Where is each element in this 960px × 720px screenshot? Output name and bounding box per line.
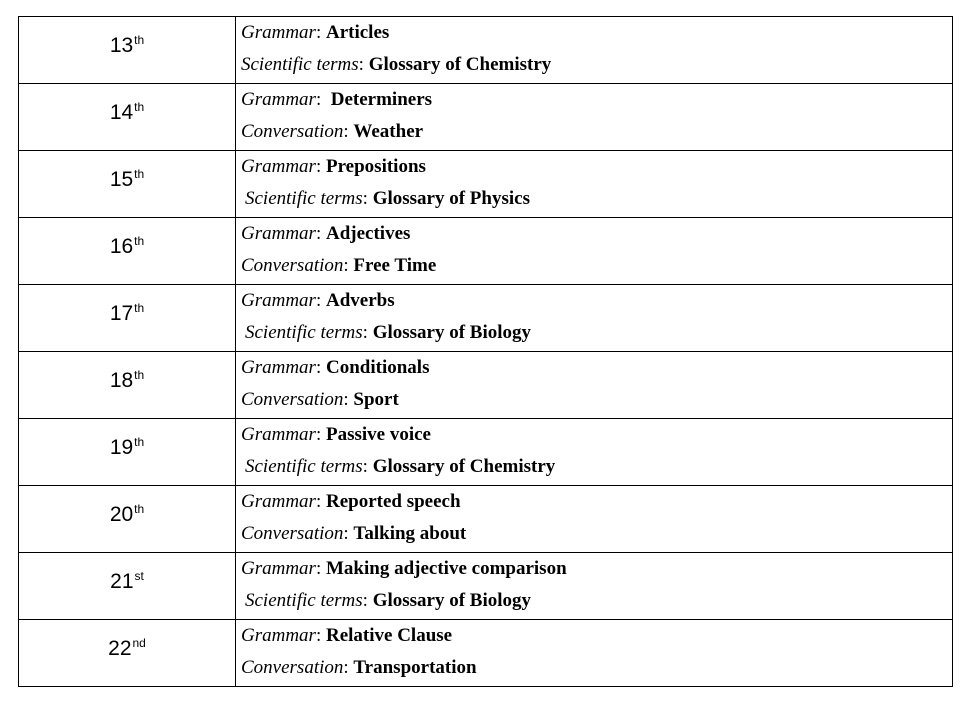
secondary-line: Scientific terms: Glossary of Physics: [245, 188, 530, 209]
topic-value: Glossary of Physics: [372, 188, 530, 209]
week-number: 18: [109, 368, 134, 392]
secondary-line: Scientific terms: Glossary of Biology: [245, 590, 532, 611]
topic-value: Glossary of Chemistry: [368, 54, 552, 75]
week-number-cell: [19, 553, 236, 620]
table-row: [19, 84, 953, 151]
syllabus-table: [18, 16, 953, 687]
table-row: [19, 151, 953, 218]
topic-label: Conversation: [241, 255, 344, 276]
table-row: [19, 285, 953, 352]
topic-value: Prepositions: [325, 156, 426, 177]
week-number-cell: [19, 84, 236, 151]
table-row: [19, 17, 953, 84]
topic-label: Grammar: [241, 625, 316, 646]
topic-value: Talking about: [353, 523, 467, 544]
secondary-line: Conversation: Talking about: [241, 523, 467, 544]
week-number-cell: [19, 419, 236, 486]
topic-label: Grammar: [241, 491, 316, 512]
secondary-line: Scientific terms: Glossary of Chemistry: [241, 54, 552, 75]
secondary-line: Conversation: Sport: [241, 389, 399, 410]
week-ordinal-suffix: th: [134, 233, 145, 248]
topic-label: Grammar: [241, 558, 316, 579]
week-ordinal-suffix: th: [134, 99, 145, 114]
table-row: [19, 620, 953, 687]
topic-label: Conversation: [241, 389, 344, 410]
topic-value: Determiners: [330, 89, 433, 110]
table-row: [19, 218, 953, 285]
week-number-cell: [19, 151, 236, 218]
grammar-line: Grammar: Conditionals: [241, 357, 430, 378]
topic-value: Passive voice: [325, 424, 431, 445]
topic-value: Glossary of Biology: [372, 322, 532, 343]
topic-label: Grammar: [241, 89, 316, 110]
topic-label: Grammar: [241, 357, 316, 378]
topic-label: Grammar: [241, 424, 316, 445]
secondary-line: Scientific terms: Glossary of Biology: [245, 322, 532, 343]
week-ordinal-suffix: th: [134, 166, 145, 181]
topics-cell: [236, 352, 953, 419]
topic-label: Conversation: [241, 121, 344, 142]
week-ordinal-suffix: th: [134, 32, 145, 47]
grammar-line: Grammar: Relative Clause: [241, 625, 453, 646]
week-number: 20: [109, 502, 134, 526]
topics-cell: [236, 84, 953, 151]
week-number: 15: [109, 167, 134, 191]
topic-label: Grammar: [241, 156, 316, 177]
week-number: 17: [109, 301, 134, 325]
topic-value: Glossary of Biology: [372, 590, 532, 611]
grammar-line: Grammar: Making adjective comparison: [241, 558, 567, 579]
grammar-line: Grammar: Determiners: [241, 89, 433, 110]
week-ordinal-suffix: th: [134, 501, 145, 516]
topic-value: Reported speech: [325, 491, 461, 512]
topic-value: Adjectives: [325, 223, 411, 244]
week-ordinal-suffix: st: [134, 568, 144, 583]
topics-cell: [236, 553, 953, 620]
topic-label: Grammar: [241, 22, 316, 43]
week-number-cell: [19, 486, 236, 553]
week-number: 13: [109, 33, 134, 57]
week-ordinal-suffix: th: [134, 367, 145, 382]
topic-value: Relative Clause: [325, 625, 453, 646]
topic-value: Making adjective comparison: [325, 558, 567, 579]
topics-cell: [236, 17, 953, 84]
topic-label: Conversation: [241, 657, 344, 678]
topic-label: Grammar: [241, 223, 316, 244]
week-ordinal-suffix: th: [134, 300, 145, 315]
topic-label: Scientific terms: [241, 54, 359, 75]
topic-value: Adverbs: [325, 290, 395, 311]
grammar-line: Grammar: Prepositions: [241, 156, 426, 177]
week-number-cell: [19, 218, 236, 285]
table-row: [19, 419, 953, 486]
week-ordinal-suffix: th: [134, 434, 145, 449]
topics-cell: [236, 419, 953, 486]
week-number: 19: [109, 435, 134, 459]
table-row: [19, 486, 953, 553]
week-number: 16: [109, 234, 134, 258]
week-number-cell: [19, 620, 236, 687]
grammar-line: Grammar: Adjectives: [241, 223, 411, 244]
topic-label: Scientific terms: [245, 188, 363, 209]
table-row: [19, 352, 953, 419]
secondary-line: Conversation: Weather: [241, 121, 424, 142]
topics-cell: [236, 620, 953, 687]
table-row: [19, 553, 953, 620]
topics-cell: [236, 218, 953, 285]
week-ordinal-suffix: nd: [132, 635, 146, 650]
topic-value: Articles: [325, 22, 390, 43]
topics-cell: [236, 151, 953, 218]
topic-label: Grammar: [241, 290, 316, 311]
secondary-line: Scientific terms: Glossary of Chemistry: [245, 456, 556, 477]
topic-value: Sport: [353, 389, 399, 410]
topic-value: Glossary of Chemistry: [372, 456, 556, 477]
syllabus-table-body: [19, 17, 953, 687]
topic-label: Conversation: [241, 523, 344, 544]
topic-value: Transportation: [353, 657, 477, 678]
week-number: 21: [110, 569, 134, 593]
grammar-line: Grammar: Reported speech: [241, 491, 461, 512]
topic-value: Conditionals: [325, 357, 430, 378]
topics-cell: [236, 285, 953, 352]
topics-cell: [236, 486, 953, 553]
topic-value: Free Time: [353, 255, 437, 276]
week-number-cell: [19, 17, 236, 84]
topic-label: Scientific terms: [245, 322, 363, 343]
topic-value: Weather: [353, 121, 424, 142]
grammar-line: Grammar: Adverbs: [241, 290, 395, 311]
topic-label: Scientific terms: [245, 456, 363, 477]
week-number-cell: [19, 352, 236, 419]
secondary-line: Conversation: Transportation: [241, 657, 477, 678]
week-number-cell: [19, 285, 236, 352]
secondary-line: Conversation: Free Time: [241, 255, 437, 276]
topic-label: Scientific terms: [245, 590, 363, 611]
grammar-line: Grammar: Passive voice: [241, 424, 431, 445]
week-number: 22: [108, 636, 132, 660]
week-number: 14: [109, 100, 134, 124]
grammar-line: Grammar: Articles: [241, 22, 390, 43]
